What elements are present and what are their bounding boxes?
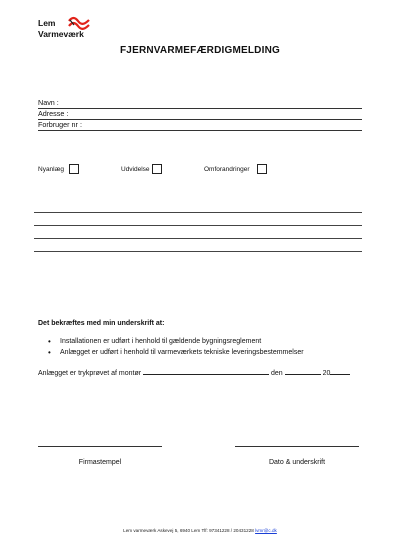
name-label: Navn : <box>38 98 59 107</box>
confirmation-item: • Installationen er udført i henhold til gældende bygningsreglement <box>48 336 304 347</box>
pressure-test-line <box>38 367 350 377</box>
fitter-name-blank[interactable] <box>143 367 269 375</box>
company-stamp-label: Firmastempel <box>78 459 122 466</box>
notes-line-1[interactable] <box>34 212 362 213</box>
org-name-line1: Lem <box>38 18 56 28</box>
customer-number-field[interactable] <box>38 120 362 131</box>
pressure-test-text: Anlægget er trykprøvet af montør <box>38 370 142 377</box>
confirmation-heading: Det bekræftes med min underskrift at: <box>38 320 165 327</box>
confirmation-list <box>48 336 304 358</box>
notes-line-3[interactable] <box>34 238 362 239</box>
signature-label: Dato & underskrift <box>268 459 326 466</box>
checkbox-label-extension: Udvidelse <box>121 166 150 173</box>
page-title: FJERNVARMEFÆRDIGMELDING <box>120 45 280 56</box>
year-blank[interactable] <box>330 367 350 375</box>
company-stamp-line[interactable] <box>38 446 162 447</box>
footer <box>0 528 400 533</box>
checkbox-label-modification: Omforandringer <box>204 166 250 173</box>
footer-address: Lem varmeværk Askevej 5, 6940 Lem Tlf: 97341228 / 20431228 <box>123 528 256 533</box>
address-field[interactable] <box>38 109 362 120</box>
date-label: den <box>271 370 283 377</box>
checkbox-label-new-install: Nyanlæg <box>38 166 65 173</box>
name-field[interactable] <box>38 98 362 109</box>
address-label: Adresse : <box>38 109 69 118</box>
customer-number-label: Forbruger nr : <box>38 120 82 129</box>
notes-line-2[interactable] <box>34 225 362 226</box>
checkbox-extension[interactable] <box>152 164 162 174</box>
org-name-line2: Varmeværk <box>38 29 84 39</box>
footer-email-link[interactable]: lvmr@c.dk <box>255 528 277 533</box>
red-wave-logo-icon <box>68 16 90 30</box>
signature-line[interactable] <box>235 446 359 447</box>
checkbox-new-install[interactable] <box>69 164 79 174</box>
date-blank[interactable] <box>285 367 321 375</box>
confirmation-item: • Anlægget er udført i henhold til varmeværkets tekniske leveringsbestemmelser <box>48 347 304 358</box>
checkbox-modification[interactable] <box>257 164 267 174</box>
notes-line-4[interactable] <box>34 251 362 252</box>
year-prefix: 20 <box>322 370 331 377</box>
